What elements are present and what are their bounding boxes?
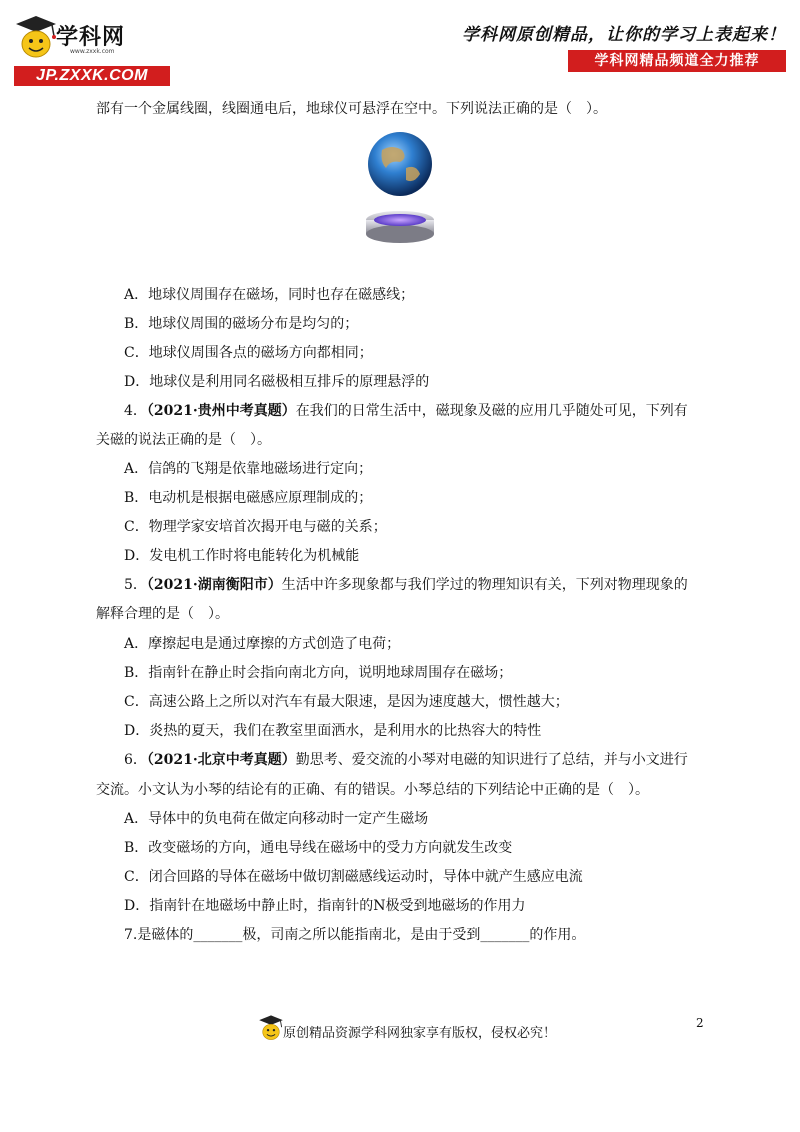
q4-text: 在我们的日常生活中，磁现象及磁的应用几乎随处可见，下列有: [295, 403, 688, 419]
q5-number: 5．: [124, 577, 147, 593]
q4-option-d: D．发电机工作时将电能转化为机械能: [124, 548, 360, 564]
q5-option-a: A．摩擦起电是通过摩擦的方式创造了电荷；: [124, 636, 401, 652]
q3-option-c: C．地球仪周围各点的磁场方向都相同；: [124, 345, 373, 361]
q5-stem-line2: 解释合理的是（ ）。: [96, 606, 229, 622]
q6-option-d: D．指南针在地磁场中静止时，指南针的N极受到地磁场的作用力: [124, 898, 526, 914]
q5-stem-line1: [124, 574, 688, 594]
q6-option-b: B．改变磁场的方向，通电导线在磁场中的受力方向就发生改变: [124, 840, 513, 856]
q4-stem-line2: 关磁的说法正确的是（ ）。: [96, 432, 271, 448]
q6-option-c: C．闭合回路的导体在磁场中做切割磁感线运动时，导体中就产生感应电流: [124, 869, 583, 885]
q5-option-d: D．炎热的夏天，我们在教室里面洒水，是利用水的比热容大的特性: [124, 723, 542, 739]
q5-option-c: C．高速公路上之所以对汽车有最大限速，是因为速度越大，惯性越大；: [124, 694, 569, 710]
q4-option-a: A．信鸽的飞翔是依靠地磁场进行定向；: [124, 461, 373, 477]
q7-text: 7.是磁体的_______极，司南之所以能指南北，是由于受到_______的作用。: [124, 927, 586, 943]
graduate-mascot-icon: [258, 1014, 284, 1044]
logo-subtext: www.zxxk.com: [70, 48, 115, 55]
q4-source-tag: （2021·贵州中考真题）: [146, 403, 296, 419]
q6-source-tag: （2021·北京中考真题）: [146, 752, 296, 768]
q4-stem-line1: [124, 400, 688, 420]
q3-intro-text: 部有一个金属线圈，线圈通电后，地球仪可悬浮在空中。下列说法正确的是（ ）。: [96, 101, 607, 117]
site-logo[interactable]: [14, 14, 174, 84]
q5-text: 生活中许多现象都与我们学过的物理知识有关，下列对物理现象的: [281, 577, 688, 593]
q6-text: 勤思考、爱交流的小琴对电磁的知识进行了总结，并与小文进行: [295, 752, 688, 768]
logo-url-badge: JP.ZXXK.COM: [14, 66, 170, 86]
q6-option-a: A．导体中的负电荷在做定向移动时一定产生磁场: [124, 811, 429, 827]
levitating-globe-figure: [362, 128, 438, 254]
q3-option-a: A．地球仪周围存在磁场，同时也存在磁感线；: [124, 287, 415, 303]
q3-option-d: D．地球仪是利用同名磁极相互排斥的原理悬浮的: [124, 374, 430, 390]
header-slogan: 学科网原创精品，让你的学习上表起来！: [462, 25, 786, 45]
q5-option-b: B．指南针在静止时会指向南北方向，说明地球周围存在磁场；: [124, 665, 513, 681]
q6-stem-line2: 交流。小文认为小琴的结论有的正确、有的错误。小琴总结的下列结论中正确的是（ ）。: [96, 782, 649, 798]
footer-copyright: 原创精品资源学科网独家享有版权，侵权必究！: [283, 1026, 557, 1041]
graduate-mascot-icon: [14, 14, 58, 64]
logo-text: 学科网: [56, 25, 126, 50]
q4-number: 4．: [124, 403, 147, 419]
q5-source-tag: （2021·湖南衡阳市）: [146, 577, 282, 593]
q3-option-b: B．地球仪周围的磁场分布是均匀的；: [124, 316, 359, 332]
q4-option-b: B．电动机是根据电磁感应原理制成的；: [124, 490, 373, 506]
channel-banner[interactable]: 学科网精品频道全力推荐: [568, 50, 786, 72]
q6-number: 6．: [124, 752, 147, 768]
q6-stem-line1: [124, 749, 688, 769]
q4-option-c: C．物理学家安培首次揭开电与磁的关系；: [124, 519, 387, 535]
page-number: 2: [696, 1016, 704, 1030]
